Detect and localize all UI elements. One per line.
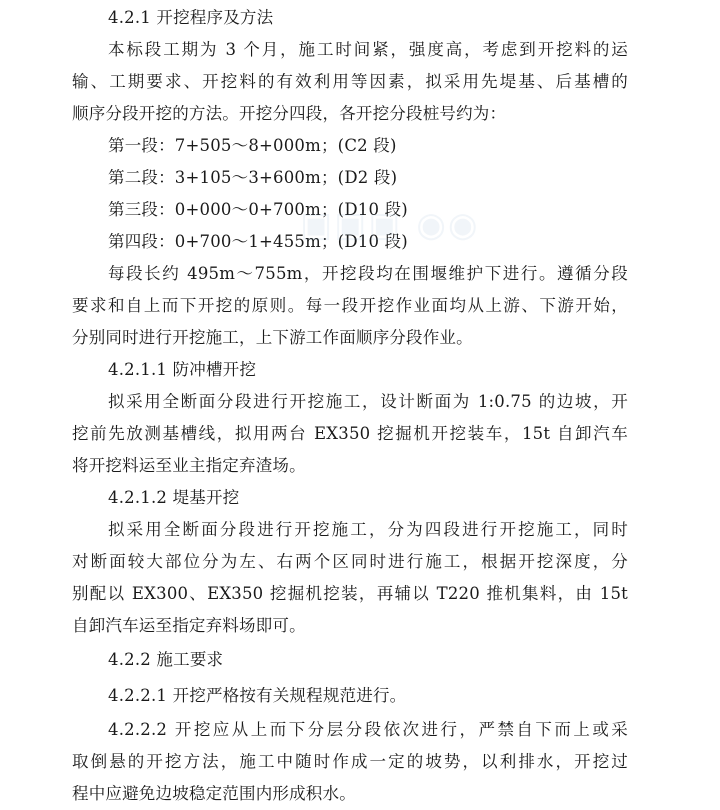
requirement-4-2-2-2: 4.2.2.2 开挖应从上而下分层分段依次进行，严禁自下而上或采 — [108, 720, 628, 739]
section-heading-4-2-1-2: 4.2.1.2 堤基开挖 — [108, 488, 240, 507]
requirement-4-2-2-1: 4.2.2.1 开挖严格按有关规程规范进行。 — [108, 686, 407, 705]
section-heading-4-2-1: 4.2.1 开挖程序及方法 — [108, 8, 274, 27]
segment-line-4: 第四段：0+700～1+455m；(D10 段) — [108, 232, 408, 251]
paragraph-line: 分别同时进行开挖施工，上下游工作面顺序分段作业。 — [72, 328, 473, 347]
segment-line-2: 第二段：3+105～3+600m；(D2 段) — [108, 168, 398, 187]
segment-line-3: 第三段：0+000～0+700m；(D10 段) — [108, 200, 408, 219]
paragraph-line: 本标段工期为 3 个月，施工时间紧，强度高，考虑到开挖料的运 — [108, 40, 628, 59]
segment-line-1: 第一段：7+505～8+000m；(C2 段) — [108, 136, 397, 155]
paragraph-line: 输、工期要求、开挖料的有效利用等因素，拟采用先堤基、后基槽的 — [72, 72, 628, 91]
paragraph-line: 每段长约 495m～755m，开挖段均在围堰维护下进行。遵循分段 — [108, 264, 628, 283]
paragraph-line: 取倒悬的开挖方法，施工中随时作成一定的坡势，以利排水，开挖过 — [72, 752, 628, 771]
paragraph-line: 顺序分段开挖的方法。开挖分四段，各开挖分段桩号约为： — [72, 104, 507, 123]
section-heading-4-2-2: 4.2.2 施工要求 — [108, 650, 224, 669]
paragraph-line: 挖前先放测基槽线，拟用两台 EX350 挖掘机开挖装车，15t 自卸汽车 — [72, 424, 628, 443]
paragraph-line: 自卸汽车运至指定弃料场即可。 — [72, 616, 306, 635]
paragraph-line: 要求和自上而下开挖的原则。每一段开挖作业面均从上游、下游开始， — [72, 296, 628, 315]
paragraph-line: 拟采用全断面分段进行开挖施工，设计断面为 1:0.75 的边坡，开 — [108, 392, 628, 411]
paragraph-line: 程中应避免边坡稳定范围内形成积水。 — [72, 784, 356, 803]
paragraph-line: 拟采用全断面分段进行开挖施工，分为四段进行开挖施工，同时 — [108, 520, 628, 539]
paragraph-line: 别配以 EX300、EX350 挖掘机挖装，再辅以 T220 推机集料，由 15t — [72, 584, 628, 603]
section-heading-4-2-1-1: 4.2.1.1 防冲槽开挖 — [108, 360, 257, 379]
paragraph-line: 将开挖料运至业主指定弃渣场。 — [72, 456, 306, 475]
paragraph-line: 对断面较大部位分为左、右两个区同时进行施工，根据开挖深度，分 — [72, 552, 628, 571]
watermark-mark: ▣▣▣ ◉◉ — [300, 205, 480, 245]
